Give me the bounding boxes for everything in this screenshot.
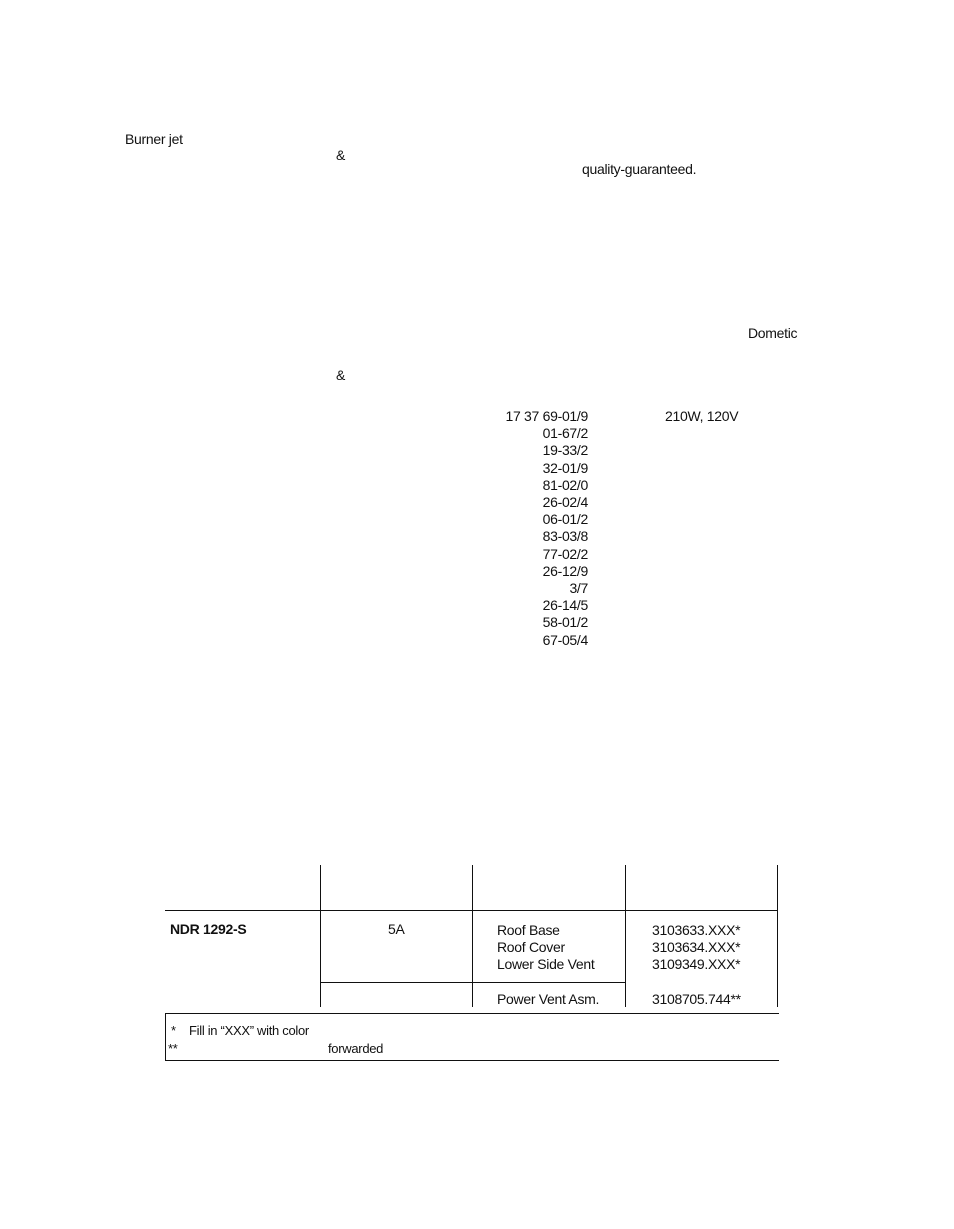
table-bottom-rule (165, 1060, 779, 1061)
part-number: 19-33/2 (542, 442, 588, 459)
part-number: 01-67/2 (542, 425, 588, 442)
dometic-text: Dometic (748, 325, 798, 341)
part-number: 58-01/2 (542, 614, 588, 631)
burner-jet-text: Burner jet (125, 131, 183, 147)
part-number-cell: 3108705.744** (652, 991, 741, 1007)
part-number: 26-14/5 (542, 597, 588, 614)
table-divider (472, 865, 473, 1007)
table-row-rule (320, 982, 625, 983)
ampersand-text: & (336, 147, 346, 163)
footnote-mark: ** (168, 1041, 178, 1056)
value-cell: 5A (388, 921, 405, 937)
part-number: 26-02/4 (542, 494, 588, 511)
part-name-cell: Roof Cover (497, 939, 565, 955)
part-number-cell: 3103633.XXX* (652, 922, 741, 938)
footnote-text: Fill in “XXX” with color (189, 1023, 309, 1038)
part-number: 3/7 (569, 580, 588, 597)
part-number: 81-02/0 (542, 476, 588, 493)
part-number: 26-12/9 (542, 562, 588, 579)
part-name-cell: Roof Base (497, 922, 560, 938)
table-divider (165, 1013, 166, 1060)
part-number: 17 37 69-01/9 (505, 408, 588, 424)
part-name-cell: Lower Side Vent (497, 956, 595, 972)
footnote-mark: * (171, 1023, 176, 1038)
table-divider (625, 865, 626, 1007)
wattage-text: 210W, 120V (665, 408, 739, 424)
part-number: 67-05/4 (542, 631, 588, 648)
table-footnote-rule (165, 1013, 779, 1014)
part-number: 32-01/9 (542, 459, 588, 476)
table-divider (777, 865, 778, 1007)
model-cell: NDR 1292-S (170, 921, 247, 937)
part-number: 83-03/8 (542, 528, 588, 545)
part-number: 06-01/2 (542, 511, 588, 528)
part-number-cell: 3103634.XXX* (652, 939, 741, 955)
table-header-rule (165, 910, 778, 911)
footnote-text: forwarded (328, 1041, 384, 1056)
part-name-cell: Power Vent Asm. (497, 991, 600, 1007)
quality-text: quality-guaranteed. (582, 161, 697, 177)
part-number: 77-02/2 (542, 545, 588, 562)
part-number-cell: 3109349.XXX* (652, 956, 741, 972)
ampersand-text: & (336, 367, 346, 383)
part-number-list (470, 408, 588, 649)
table-divider (320, 865, 321, 1007)
